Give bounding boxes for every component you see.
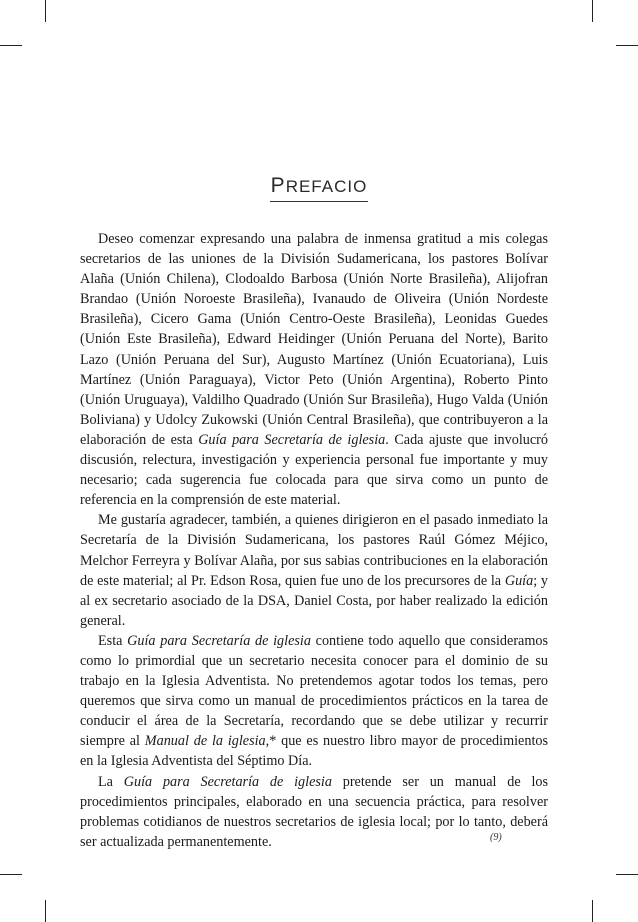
title-rest: REFACIO (285, 177, 368, 196)
crop-mark-top-left-horizontal (0, 45, 22, 46)
title-first-letter: P (270, 174, 286, 197)
crop-mark-bottom-right-horizontal (616, 874, 638, 875)
paragraph-1-segment-1: Deseo comenzar expresando una palabra de inmensa gratitud a mis colegas secretarios de las uniones de la División Sudamericana, los pastores Bolívar Alaña (Unión Chilena), Clodoaldo Barbosa (Unión Norte Brasileña), Alijofran Brandao (Unión Noroeste Brasileña), Ivanaudo de Oliveira (Unión Nordeste Brasileña), Cicero Gama (Unión Centro-Oeste Brasileña), Leonidas Guedes (Unión Este Brasileña), Edward Heidinger (Unión Peruana del Norte), Barito Lazo (Unión Peruana del Sur), Augusto Martínez (Unión Ecuatoriana), Luis Martínez (Unión Paraguaya), Victor Peto (Unión Argentina), Roberto Pinto (Unión Uruguaya), Valdilho Quadrado (Unión Sur Brasileña), Hugo Valda (Unión Boliviana) y Udolcy Zukowski (Unión Central Brasileña), que contribuyeron a la elaboración de esta (80, 231, 548, 448)
paragraph-1 (80, 229, 548, 510)
paragraph-4-segment-3: pretende ser un manual de los procedimientos principales, elaborado en una secuencia práctica, para resolver problemas cotidianos de nuestros secretarios de iglesia local; por lo tanto, deberá ser actualizada permanentemente. (80, 773, 548, 850)
crop-mark-bottom-right-vertical (592, 900, 593, 922)
paragraph-3-italic-manual: Manual de la iglesia (144, 733, 266, 750)
crop-mark-top-right-vertical (592, 0, 593, 22)
paragraph-1-italic-title: Guía para Secretaría de iglesia (198, 431, 386, 448)
paragraph-3-italic-title: Guía para Secretaría de iglesia (127, 632, 311, 649)
crop-mark-bottom-left-vertical (45, 900, 46, 922)
paragraph-3-segment-1: Esta (98, 632, 128, 649)
paragraph-2-italic-title: Guía (504, 572, 534, 589)
paragraph-4 (80, 772, 548, 852)
crop-mark-top-left-vertical (45, 0, 46, 22)
paragraph-2-segment-3: ; y al ex secretario asociado de la DSA, Daniel Costa, por haber realizado la edición general. (80, 572, 548, 629)
paragraph-4-italic-title: Guía para Secretaría de iglesia (123, 773, 332, 790)
page-number: (9) (490, 832, 502, 843)
paragraph-3-segment-3: contiene todo aquello que consideramos como lo primordial que un secretario necesita conocer para el dominio de su trabajo en la Iglesia Adventista. No pretendemos agotar todos los temas, pero queremos que sirva como un manual de procedimientos prácticos en la tarea de conducir el área de la Secretaría, recordando que se debe utilizar y recurrir siempre al (80, 632, 548, 750)
paragraph-4-segment-1: La (98, 773, 124, 790)
title-container (0, 174, 638, 202)
crop-mark-top-right-horizontal (616, 45, 638, 46)
paragraph-3-segment-5: ,* que es nuestro libro mayor de procedimientos en la Iglesia Adventista del Séptimo Día. (80, 733, 548, 770)
paragraph-3 (80, 631, 548, 772)
paragraph-2-segment-1: Me gustaría agradecer, también, a quienes dirigieron en el pasado inmediato la Secretaría de la División Sudamericana, los pastores Raúl Gómez Méjico, Melchor Ferreyra y Bolívar Alaña, por sus sabias contribuciones en la elaboración de este material; al Pr. Edson Rosa, quien fue uno de los precursores de la (80, 512, 548, 589)
paragraph-1-segment-3: . Cada ajuste que involucró discusión, relectura, investigación y experiencia personal fue importante y muy necesario; cada sugerencia fue colocada para que sirva como un punto de referencia en la comprensión de este material. (80, 431, 548, 509)
paragraph-2 (80, 510, 548, 631)
page-title (270, 174, 369, 202)
crop-mark-bottom-left-horizontal (0, 874, 22, 875)
body-text (80, 229, 548, 852)
